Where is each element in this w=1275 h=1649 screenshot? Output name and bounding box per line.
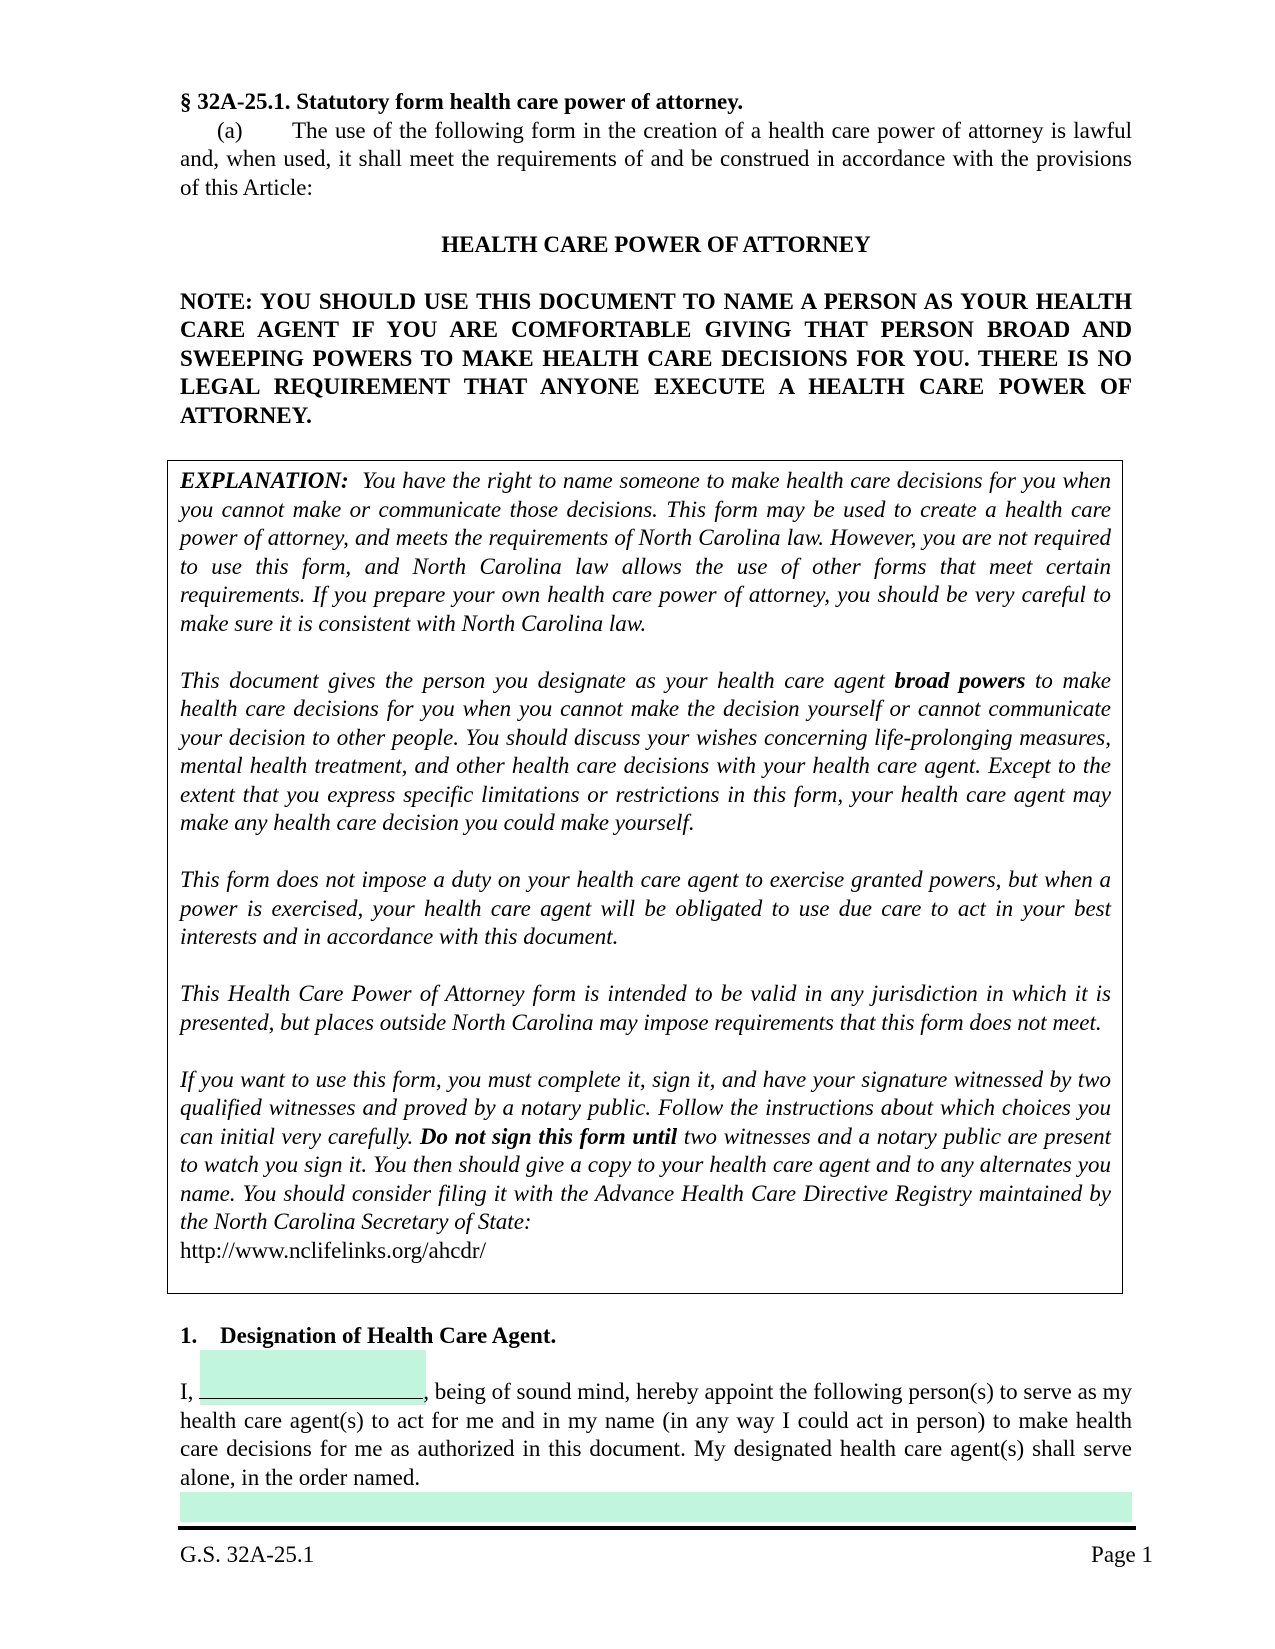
principal-name-blank xyxy=(199,1378,423,1399)
subsection-label: (a) xyxy=(217,117,243,143)
explanation-p2-bold: broad powers xyxy=(894,667,1026,693)
designation-number: 1. xyxy=(180,1323,198,1348)
footer-page-number: Page 1 xyxy=(1091,1542,1153,1567)
form-note: NOTE: YOU SHOULD USE THIS DOCUMENT TO NAME A PERSON AS YOUR HEALTH CARE AGENT IF YOU ARE COMFORTABLE GIVING THAT PERSON BROAD AND SWEEPING POWERS TO MAKE HEALTH CARE DECISIONS FOR YOU. THERE IS NO LEGAL REQUIREMENT THAT ANYONE EXECUTE A HEALTH CARE POWER OF ATTORNEY. xyxy=(180,288,1132,428)
explanation-paragraph-1 xyxy=(180,467,1111,638)
designation-heading xyxy=(180,1322,1132,1351)
intro-text: The use of the following form in the creation of a health care power of attorney is lawful and, when used, it shall meet the requirements of and be construed in accordance with the provisions of this Article: xyxy=(180,117,1132,200)
explanation-label: EXPLANATION: xyxy=(180,468,349,493)
footer-statute: G.S. 32A-25.1 xyxy=(180,1542,315,1567)
designation-text xyxy=(180,1378,1132,1492)
explanation-paragraph-2 xyxy=(180,667,1111,838)
explanation-p5-text-b: two witnesses and a notary public are present to watch you sign it. You then should give a copy to your health care agent and to any alternates you name. You should consider filing it with the Advance Health Care Directive Registry maintained by the North Carolina Secretary of State: xyxy=(180,1123,1112,1234)
explanation-p2-text-a: This document gives the person you designate as your health care agent xyxy=(180,667,895,693)
designation-text-before: I, xyxy=(180,1379,200,1404)
health-care-agent-field[interactable] xyxy=(180,1492,1132,1522)
designation-body xyxy=(180,1378,1132,1492)
designation-title: Designation of Health Care Agent. xyxy=(220,1323,557,1348)
explanation-p1-text: You have the right to name someone to make health care decisions for you when you cannot make or communicate those decisions. This form may be used to create a health care power of attorney, and meets the requirements of North Carolina law. However, you are not required to use this form, and North Carolina law allows the use of other forms that meet certain requirements. If you prepare your own health care power of attorney, you should be very careful to make sure it is consistent with North Carolina law. xyxy=(180,468,1112,636)
explanation-p2-text-b: to make health care decisions for you when you cannot make the decision yourself or cannot communicate your decision to other people. You should discuss your wishes concerning life-prolonging measures, mental health treatment, and other health care decisions with your health care agent. Except to the extent that you express specific limitations or restrictions in this form, your health care agent may make any health care decision you could make yourself. xyxy=(180,667,1111,835)
section-intro-text xyxy=(180,117,1132,203)
explanation-p5-text-a: If you want to use this form, you must complete it, sign it, and have your signature witnessed by two qualified witnesses and proved by a notary public. Follow the instructions about which choices you can initial very carefully. xyxy=(180,1066,1111,1149)
explanation-p5-bold: Do not sign this form until xyxy=(419,1123,678,1149)
footer-divider xyxy=(178,1526,1136,1530)
explanation-paragraph-5 xyxy=(180,1066,1111,1266)
section-heading: § 32A-25.1. Statutory form health care power of attorney. xyxy=(180,89,744,114)
explanation-paragraph-4: This Health Care Power of Attorney form is intended to be valid in any jurisdiction in which it is presented, but places outside North Carolina may impose requirements that this form does not meet. xyxy=(180,981,1111,1035)
designation-text-after: , being of sound mind, hereby appoint the following person(s) to serve as my health care agent(s) to act for me and in my name (in any way I could act in person) to make health care decisions for me as authorized in this document. My designated health care agent(s) shall serve alone, in the order named. xyxy=(180,1379,1132,1490)
explanation-paragraph-3: This form does not impose a duty on your health care agent to exercise granted powers, but when a power is exercised, your health care agent will be obligated to use due care to act in your best interests and in accordance with this document. xyxy=(180,867,1111,949)
section-intro xyxy=(180,88,1132,430)
explanation-box xyxy=(167,460,1123,1294)
designation-heading-line xyxy=(180,1322,1132,1351)
registry-url: http://www.nclifelinks.org/ahcdr/ xyxy=(180,1237,486,1263)
form-title: HEALTH CARE POWER OF ATTORNEY xyxy=(441,232,871,257)
